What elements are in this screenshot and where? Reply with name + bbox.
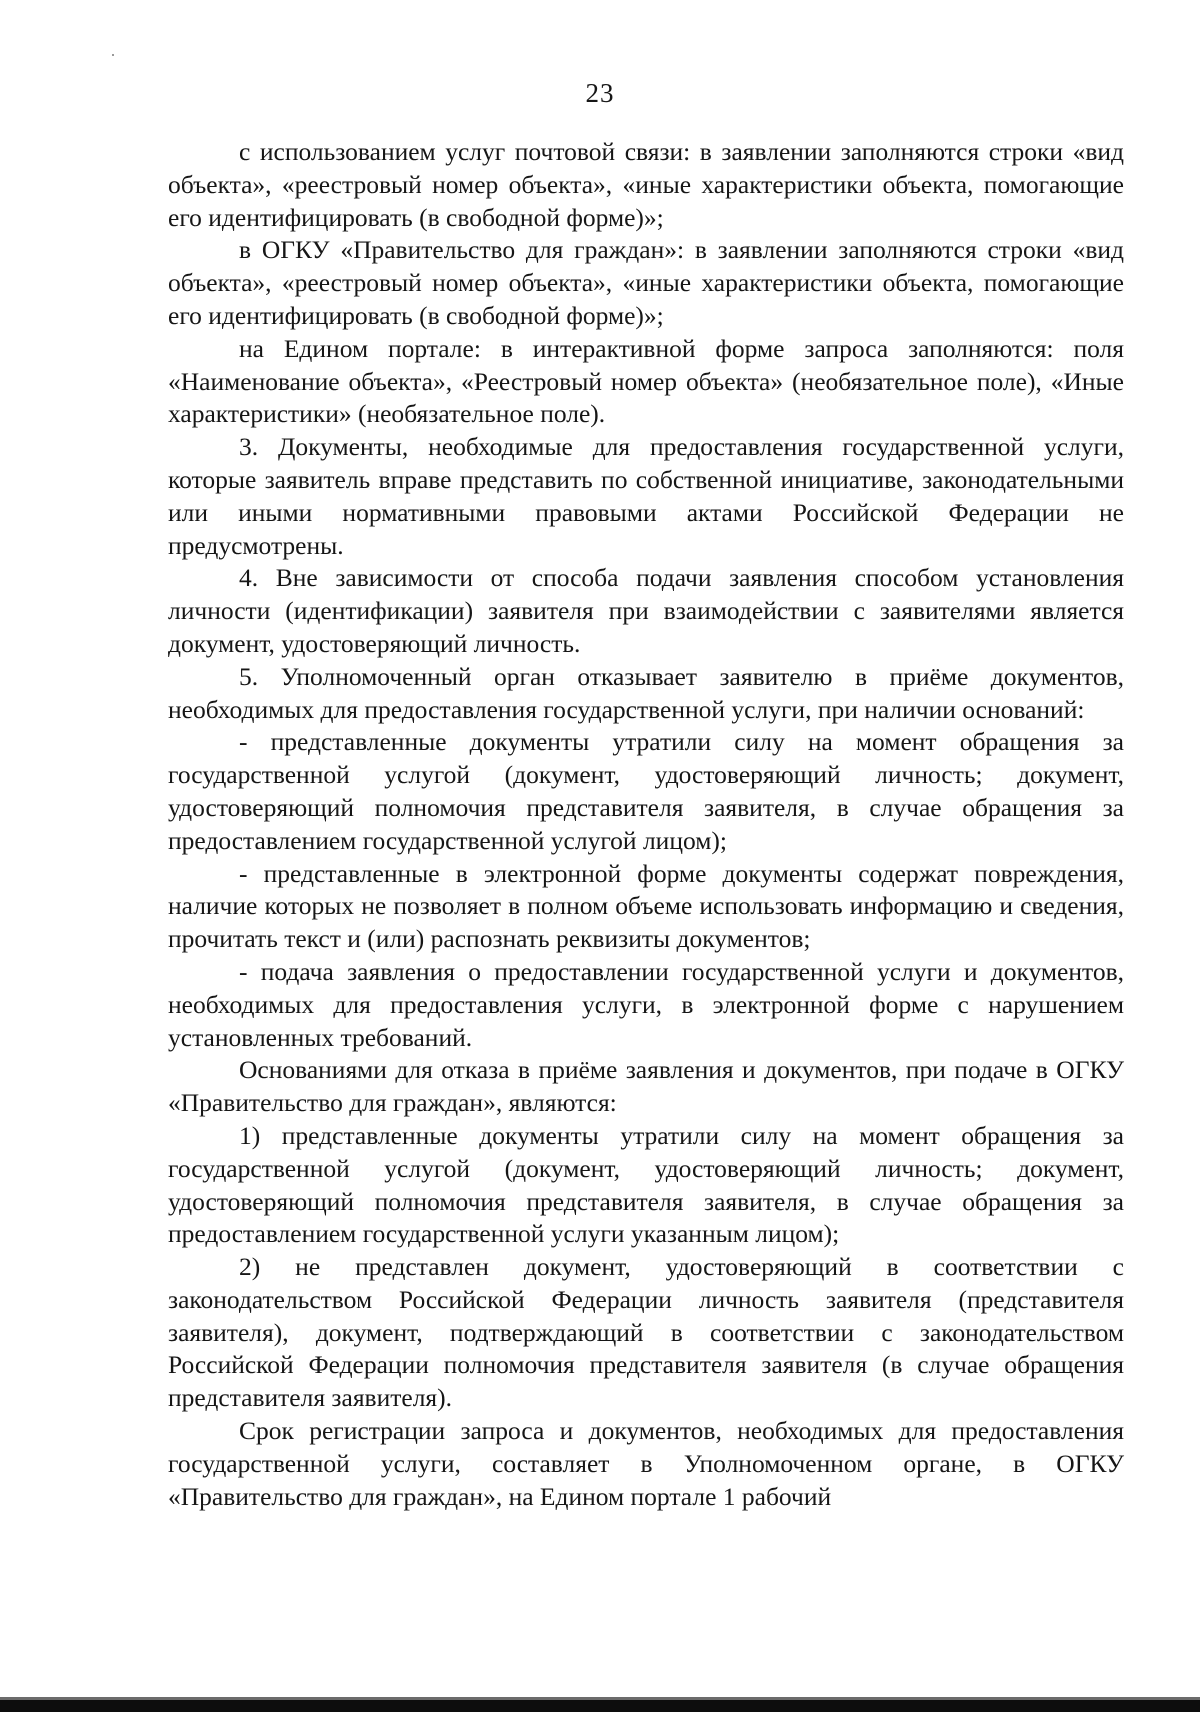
- scan-artifact: [112, 54, 114, 56]
- page-number: 23: [585, 78, 615, 108]
- list-item-requirements-violation: - подача заявления о предоставлении государственной услуги и документов, необходимых для предоставления услуги, в электронной форме с нарушением установленных требований.: [168, 956, 1124, 1052]
- document-body: [168, 136, 1124, 1513]
- paragraph-postal-service: с использованием услуг почтовой связи: в заявлении заполняются строки «вид объекта», «реестровый номер объекта», «иные характеристики объекта, помогающие его идентифицировать (в свободной форме)»;: [168, 137, 1124, 232]
- paragraph-registration-term: Срок регистрации запроса и документов, необходимых для предоставления государственной услуги, составляет в Уполномоченном органе, в ОГКУ «Правительство для граждан», на Едином портале 1 рабочий: [168, 1416, 1124, 1511]
- scan-bottom-edge: [0, 1700, 1200, 1712]
- paragraph-unified-portal: на Едином портале: в интерактивной форме запроса заполняются: поля «Наименование объекта», «Реестровый номер объекта» (необязательное поле), «Иные характеристики» (необязательное поле).: [168, 333, 1124, 429]
- paragraph-refusal-grounds: Основаниями для отказа в приёме заявления и документов, при подаче в ОГКУ «Правительство для граждан», являются:: [168, 1055, 1124, 1118]
- paragraph-item-4: 4. Вне зависимости от способа подачи заявления способом установления личности (идентификации) заявителя при взаимодействии с заявителями является документ, удостоверяющий личность.: [168, 563, 1124, 658]
- paragraph-item-5: 5. Уполномоченный орган отказывает заявителю в приёме документов, необходимых для предоставления государственной услуги, при наличии оснований:: [168, 661, 1124, 724]
- list-item-ground-2: 2) не представлен документ, удостоверяющий в соответствии с законодательством Российской Федерации личность заявителя (представителя заявителя), документ, подтверждающий в соответствии с законодательством Российской Федерации полномочия представителя заявителя (в случае обращения представителя заявителя).: [168, 1252, 1124, 1413]
- list-item-expired-documents: - представленные документы утратили силу на момент обращения за государственной услугой (документ, удостоверяющий личность; документ, удостоверяющий полномочия представителя заявителя, в случае обращения за предоставлением государственной услугой лицом);: [168, 727, 1124, 855]
- paragraph-ogku: в ОГКУ «Правительство для граждан»: в заявлении заполняются строки «вид объекта», «реестровый номер объекта», «иные характеристики объекта, помогающие его идентифицировать (в свободной форме)»;: [168, 235, 1124, 330]
- paragraph-item-3: 3. Документы, необходимые для предоставления государственной услуги, которые заявитель вправе представить по собственной инициативе, законодательными или иными нормативными правовыми актами Российской Федерации не предусмотрены.: [168, 432, 1124, 560]
- list-item-ground-1: 1) представленные документы утратили силу на момент обращения за государственной услугой (документ, удостоверяющий личность; документ, удостоверяющий полномочия представителя заявителя, в случае обращения за предоставлением государственной услуги указанным лицом);: [168, 1120, 1124, 1249]
- list-item-damaged-documents: - представленные в электронной форме документы содержат повреждения, наличие которых не позволяет в полном объеме использовать информацию и сведения, прочитать текст и (или) распознать реквизиты документов;: [168, 858, 1124, 954]
